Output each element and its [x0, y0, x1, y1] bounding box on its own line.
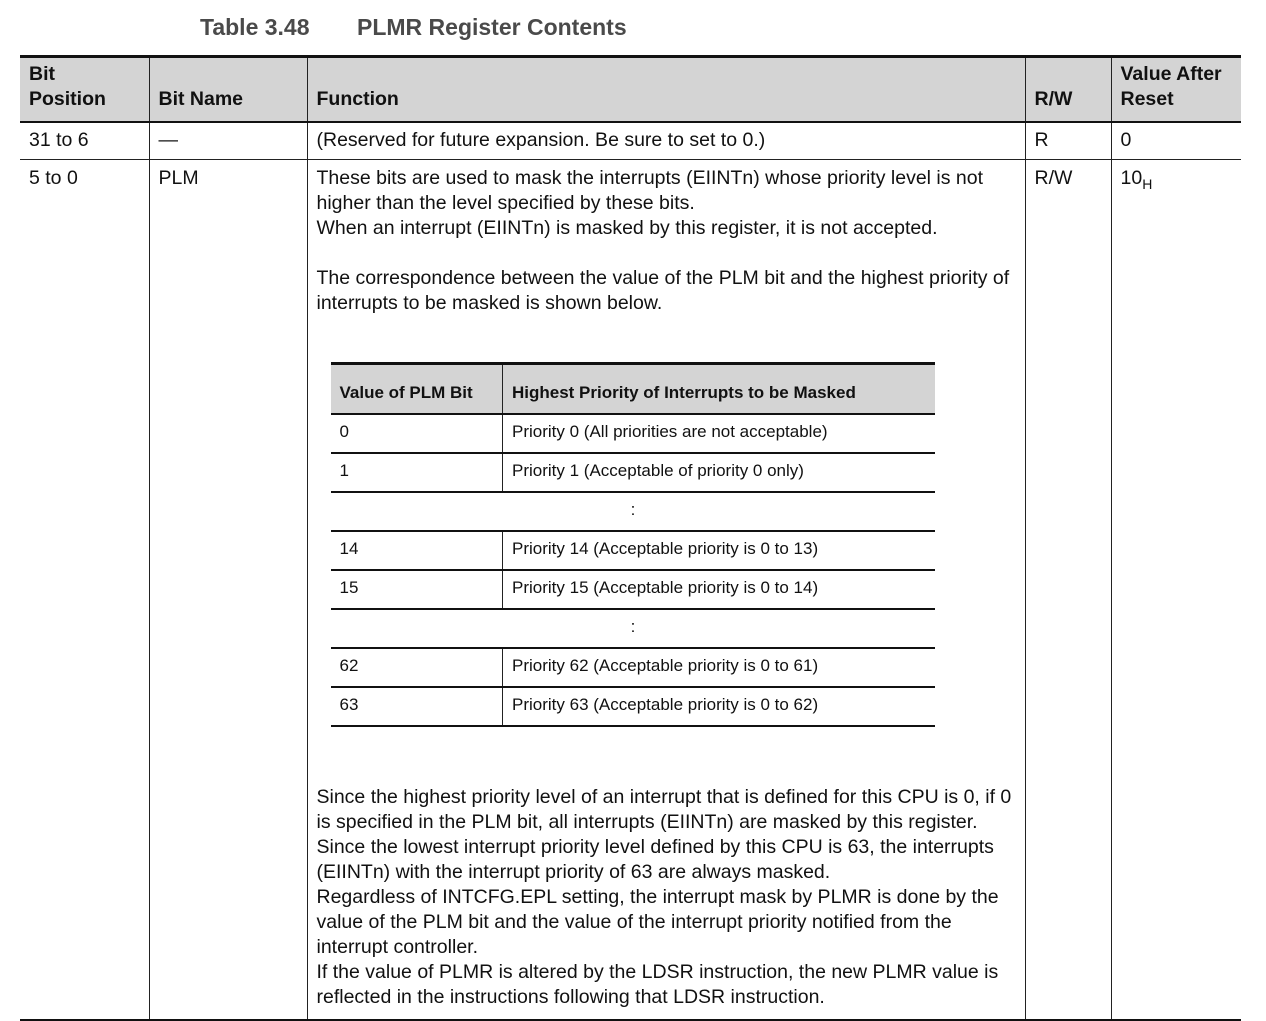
header-function: Function [307, 57, 1025, 123]
subtable-ellipsis-row [331, 492, 935, 531]
cell-reset: 0 [1111, 122, 1241, 160]
header-row [20, 57, 1241, 123]
subtable-row [331, 570, 935, 609]
function-note-4: If the value of PLMR is altered by the LDSR instruction, the new PLMR value is reflected in the instructions following that LDSR instruction. [316, 960, 999, 1008]
plm-priority: Priority 1 (Acceptable of priority 0 only) [503, 453, 935, 492]
subtable-row [331, 648, 935, 687]
function-note-1: Since the highest priority level of an interrupt that is defined for this CPU is 0, if 0 is specified in the PLM bit, all interrupts (EIINTn) are masked by this register. [316, 785, 1012, 833]
plm-priority: Priority 14 (Acceptable priority is 0 to 13) [503, 531, 935, 570]
subtable-header-priority: Highest Priority of Interrupts to be Masked [503, 364, 935, 414]
subtable-row [331, 414, 935, 453]
plm-value: 14 [331, 531, 503, 570]
plm-value: 63 [331, 687, 503, 726]
reset-subscript: H [1142, 176, 1153, 192]
cell-bit-name: — [149, 122, 307, 160]
plm-priority: Priority 15 (Acceptable priority is 0 to 14) [503, 570, 935, 609]
subtable-row [331, 687, 935, 726]
table-row [20, 122, 1241, 160]
function-note-2: Since the lowest interrupt priority level defined by this CPU is 63, the interrupts (EIINTn) with the interrupt priority of 63 are always masked. [316, 835, 994, 883]
cell-bit-position: 5 to 0 [20, 160, 149, 1020]
ellipsis: : [331, 609, 935, 648]
ellipsis: : [331, 492, 935, 531]
subtable-row [331, 453, 935, 492]
cell-rw: R [1025, 122, 1111, 160]
subtable-header-value: Value of PLM Bit [331, 364, 503, 414]
plm-priority: Priority 62 (Acceptable priority is 0 to 61) [503, 648, 935, 687]
table-caption [200, 14, 627, 41]
register-table [20, 55, 1241, 1021]
cell-function [307, 160, 1025, 1020]
function-note-3: Regardless of INTCFG.EPL setting, the interrupt mask by PLMR is done by the value of the PLM bit and the value of the interrupt priority notified from the interrupt controller. [316, 885, 999, 958]
header-bit-name: Bit Name [149, 57, 307, 123]
plm-priority: Priority 63 (Acceptable priority is 0 to 62) [503, 687, 935, 726]
plm-priority: Priority 0 (All priorities are not acceptable) [503, 414, 935, 453]
table-title: PLMR Register Contents [357, 14, 627, 40]
header-reset-line2: Reset [1120, 88, 1174, 110]
cell-rw: R/W [1025, 160, 1111, 1020]
header-bit-position [20, 57, 149, 123]
function-correspondence: The correspondence between the value of the PLM bit and the highest priority of interrupts to be masked is shown below. [316, 267, 1010, 314]
header-reset-line1: Value After [1120, 63, 1222, 85]
header-rw: R/W [1025, 57, 1111, 123]
function-intro-2: When an interrupt (EIINTn) is masked by this register, it is not accepted. [316, 217, 938, 239]
plm-value: 15 [331, 570, 503, 609]
table-number: Table 3.48 [200, 14, 310, 40]
header-bit-position-line2: Position [29, 88, 106, 110]
function-intro-1: These bits are used to mask the interrupts (EIINTn) whose priority level is not higher than the level specified by these bits. [316, 167, 984, 214]
cell-bit-name: PLM [149, 160, 307, 1020]
subtable-row [331, 531, 935, 570]
cell-reset [1111, 160, 1241, 1020]
subtable-ellipsis-row [331, 609, 935, 648]
cell-bit-position: 31 to 6 [20, 122, 149, 160]
table-row [20, 160, 1241, 1020]
plm-value: 62 [331, 648, 503, 687]
subtable-header-row [331, 364, 935, 414]
header-value-after-reset [1111, 57, 1241, 123]
plm-value: 1 [331, 453, 503, 492]
plm-value: 0 [331, 414, 503, 453]
reset-value: 10 [1120, 167, 1143, 189]
cell-function: (Reserved for future expansion. Be sure to set to 0.) [307, 122, 1025, 160]
header-bit-position-line1: Bit [29, 63, 55, 85]
plm-priority-table [331, 362, 935, 727]
